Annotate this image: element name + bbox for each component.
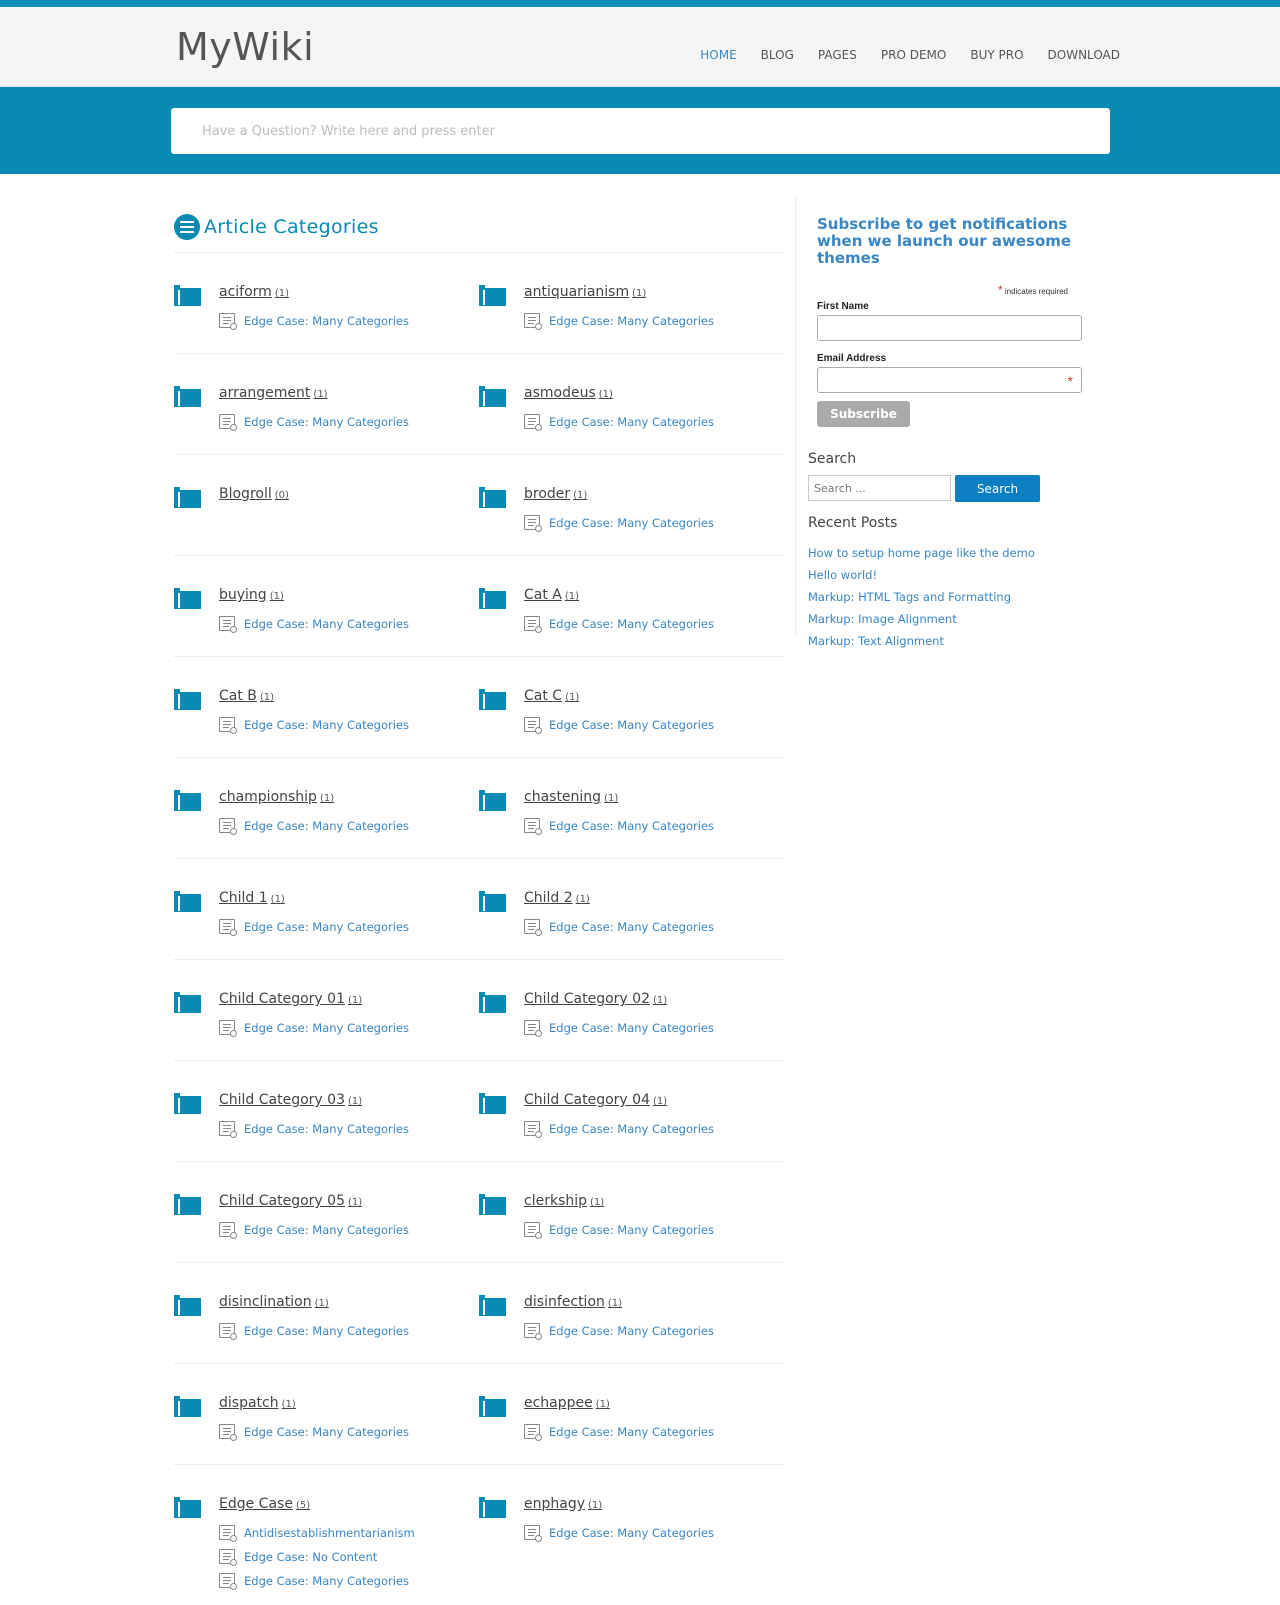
article-item <box>219 1323 479 1338</box>
folder-icon <box>479 487 506 508</box>
category-count: (1) <box>575 894 590 905</box>
article-item <box>524 313 784 328</box>
article-link[interactable]: Edge Case: Many Categories <box>549 515 714 530</box>
document-icon <box>524 717 540 732</box>
recent-post-item <box>808 566 1095 588</box>
category-name: Cat A <box>524 587 562 603</box>
category-item <box>479 1162 784 1262</box>
category-row <box>174 859 784 960</box>
category-name: Blogroll <box>219 486 272 502</box>
category-row <box>174 1364 784 1465</box>
category-count: (1) <box>573 490 588 501</box>
folder-icon <box>479 1497 506 1518</box>
category-item <box>479 758 784 858</box>
category-link[interactable] <box>524 284 646 304</box>
article-link[interactable]: Edge Case: Many Categories <box>549 616 714 631</box>
recent-posts-title: Recent Posts <box>808 515 898 531</box>
category-link[interactable] <box>219 385 328 405</box>
category-row <box>174 253 784 354</box>
category-row <box>174 455 784 556</box>
document-icon <box>524 515 540 530</box>
article-item <box>219 1573 479 1588</box>
category-name: Child Category 01 <box>219 991 345 1007</box>
recent-post-item <box>808 544 1095 566</box>
category-link[interactable] <box>524 890 590 910</box>
category-link[interactable] <box>524 385 613 405</box>
search-widget <box>808 475 1095 502</box>
top-accent-bar <box>0 0 1280 7</box>
category-name: dispatch <box>219 1395 279 1411</box>
category-item <box>479 1465 784 1605</box>
document-icon <box>524 616 540 631</box>
category-item <box>174 1162 479 1262</box>
category-count: (1) <box>595 1399 610 1410</box>
article-item <box>219 616 479 631</box>
folder-icon <box>479 1194 506 1215</box>
site-header <box>0 7 1280 87</box>
document-icon <box>219 1020 235 1035</box>
article-link[interactable]: Edge Case: Many Categories <box>549 414 714 429</box>
document-icon <box>524 414 540 429</box>
category-name: Child Category 02 <box>524 991 650 1007</box>
folder-icon <box>174 1295 201 1316</box>
category-count: (1) <box>281 1399 296 1410</box>
category-item <box>479 253 784 353</box>
category-name: arrangement <box>219 385 311 401</box>
document-icon <box>219 616 235 631</box>
category-count: (1) <box>347 995 363 1006</box>
folder-icon <box>479 588 506 609</box>
article-link[interactable]: Edge Case: Many Categories <box>549 1323 714 1338</box>
category-link[interactable] <box>219 1193 362 1213</box>
article-item <box>219 818 479 833</box>
category-name: Cat B <box>219 688 257 704</box>
category-name: disinclination <box>219 1294 312 1310</box>
question-search-input[interactable] <box>171 108 1110 154</box>
subscribe-button[interactable]: Subscribe <box>817 401 910 427</box>
document-icon <box>219 414 235 429</box>
recent-post-link[interactable]: Markup: Image Alignment <box>808 612 957 626</box>
document-icon <box>219 313 235 328</box>
recent-post-link[interactable]: Hello world! <box>808 568 878 582</box>
category-count: (1) <box>588 1500 603 1511</box>
list-circle-icon <box>174 214 200 240</box>
category-item <box>174 1364 479 1464</box>
email-label: Email Address <box>817 353 887 364</box>
folder-icon <box>174 992 201 1013</box>
article-item <box>524 1121 784 1136</box>
category-name: Edge Case <box>219 1496 293 1512</box>
article-item <box>219 1020 479 1035</box>
document-icon <box>219 717 235 732</box>
category-link[interactable] <box>219 1395 296 1415</box>
folder-icon <box>479 1295 506 1316</box>
category-item <box>174 1263 479 1363</box>
article-link[interactable]: Edge Case: Many Categories <box>244 717 409 732</box>
article-item <box>524 414 784 429</box>
category-count: (1) <box>347 1197 363 1208</box>
category-link[interactable] <box>219 890 285 910</box>
category-row <box>174 354 784 455</box>
required-note-text: indicates required <box>1004 287 1068 296</box>
category-count: (1) <box>314 1298 329 1309</box>
category-row <box>174 960 784 1061</box>
article-link[interactable]: Edge Case: No Content <box>244 1549 378 1564</box>
category-item <box>174 960 479 1060</box>
category-item <box>479 455 784 555</box>
document-icon <box>524 1424 540 1439</box>
article-item <box>219 717 479 732</box>
category-name: echappee <box>524 1395 593 1411</box>
category-link[interactable] <box>524 1395 610 1415</box>
category-link[interactable] <box>219 991 362 1011</box>
category-count: (1) <box>274 288 289 299</box>
folder-icon <box>479 891 506 912</box>
folder-icon <box>174 588 201 609</box>
category-count: (1) <box>652 995 668 1006</box>
category-name: asmodeus <box>524 385 596 401</box>
document-icon <box>219 1323 235 1338</box>
article-item <box>219 1424 479 1439</box>
category-link[interactable] <box>219 1294 329 1314</box>
article-link[interactable]: Edge Case: Many Categories <box>549 717 714 732</box>
category-item <box>479 1364 784 1464</box>
article-link[interactable]: Edge Case: Many Categories <box>549 1222 714 1237</box>
recent-post-link[interactable]: Markup: Text Alignment <box>808 634 944 648</box>
nav-item-download[interactable]: DOWNLOAD <box>1047 48 1120 62</box>
category-name: Child Category 03 <box>219 1092 345 1108</box>
category-link[interactable] <box>219 1496 310 1516</box>
folder-icon <box>174 1396 201 1417</box>
article-link[interactable]: Edge Case: Many Categories <box>549 1020 714 1035</box>
document-icon <box>219 919 235 934</box>
category-count: (1) <box>347 1096 363 1107</box>
article-item <box>524 1020 784 1035</box>
category-count: (1) <box>632 288 647 299</box>
question-search-box <box>171 108 1110 154</box>
document-icon <box>219 1424 235 1439</box>
category-item <box>479 1061 784 1161</box>
search-widget-title: Search <box>808 451 857 467</box>
category-link[interactable] <box>219 284 289 304</box>
category-count: (1) <box>259 692 275 703</box>
question-search-band <box>0 87 1280 174</box>
category-item <box>174 455 479 555</box>
category-count: (1) <box>604 793 619 804</box>
nav-item-pages[interactable]: PAGES <box>817 48 857 62</box>
category-item <box>174 859 479 959</box>
category-name: Cat C <box>524 688 563 704</box>
category-item <box>174 758 479 858</box>
document-icon <box>524 313 540 328</box>
category-name: chastening <box>524 789 602 805</box>
category-count: (1) <box>313 389 328 400</box>
category-link[interactable] <box>524 688 579 708</box>
category-link[interactable] <box>524 1496 602 1516</box>
article-link[interactable]: Edge Case: Many Categories <box>244 1424 409 1439</box>
article-item <box>524 1525 784 1540</box>
recent-post-item <box>808 610 1095 632</box>
recent-posts-list <box>808 544 1095 654</box>
category-count: (0) <box>274 490 289 501</box>
article-item <box>219 1549 479 1564</box>
article-item <box>524 616 784 631</box>
folder-icon <box>174 1093 201 1114</box>
category-link[interactable] <box>524 991 667 1011</box>
article-item <box>524 515 784 530</box>
required-star: * <box>997 283 1003 297</box>
document-icon <box>219 1549 235 1564</box>
category-name: aciform <box>219 284 272 300</box>
article-link[interactable]: Edge Case: Many Categories <box>244 919 409 934</box>
article-link[interactable]: Edge Case: Many Categories <box>549 313 714 328</box>
nav-item-pro-demo[interactable]: PRO DEMO <box>880 48 947 62</box>
category-name: Child Category 05 <box>219 1193 345 1209</box>
folder-icon <box>174 891 201 912</box>
article-link[interactable]: Edge Case: Many Categories <box>549 1121 714 1136</box>
category-count: (1) <box>590 1197 605 1208</box>
category-name: clerkship <box>524 1193 588 1209</box>
folder-icon <box>479 1396 506 1417</box>
article-item <box>219 1222 479 1237</box>
email-field[interactable] <box>817 367 1082 393</box>
category-row <box>174 1061 784 1162</box>
article-link[interactable]: Edge Case: Many Categories <box>244 1323 409 1338</box>
category-name: Child Category 04 <box>524 1092 650 1108</box>
category-link[interactable] <box>524 789 618 809</box>
category-link[interactable] <box>219 1092 362 1112</box>
category-item <box>479 556 784 656</box>
article-item <box>524 717 784 732</box>
document-icon <box>524 818 540 833</box>
required-note <box>808 283 1068 297</box>
category-link[interactable] <box>524 1294 622 1314</box>
document-icon <box>219 1121 235 1136</box>
email-required-star: * <box>1067 373 1073 389</box>
category-link[interactable] <box>524 1193 604 1213</box>
site-logo[interactable]: MyWiki <box>176 25 315 69</box>
subscribe-title: Subscribe to get notifications when we launch our awesome themes <box>817 215 1072 267</box>
document-icon <box>524 1020 540 1035</box>
recent-post-item <box>808 588 1095 610</box>
category-grid <box>174 253 784 1605</box>
nav-item-blog[interactable]: BLOG <box>760 48 794 62</box>
document-icon <box>219 1573 235 1588</box>
folder-icon <box>479 386 506 407</box>
article-link[interactable]: Edge Case: Many Categories <box>244 1573 409 1588</box>
category-item <box>479 657 784 757</box>
category-name: Child 2 <box>524 890 573 906</box>
article-item <box>219 919 479 934</box>
category-count: (1) <box>607 1298 623 1309</box>
category-name: disinfection <box>524 1294 605 1310</box>
article-link[interactable]: Edge Case: Many Categories <box>549 919 714 934</box>
article-item <box>524 1222 784 1237</box>
nav-item-buy-pro[interactable]: BUY PRO <box>970 48 1024 62</box>
category-link[interactable] <box>524 486 587 506</box>
sidebar-search-button[interactable]: Search <box>955 475 1040 502</box>
document-icon <box>219 818 235 833</box>
document-icon <box>524 1222 540 1237</box>
category-count: (1) <box>270 894 285 905</box>
folder-icon <box>479 992 506 1013</box>
first-name-field[interactable] <box>817 315 1082 341</box>
category-item <box>479 859 784 959</box>
category-link[interactable] <box>219 587 284 607</box>
category-item <box>479 1263 784 1363</box>
category-item <box>174 253 479 353</box>
article-link[interactable]: Edge Case: Many Categories <box>244 414 409 429</box>
category-link[interactable] <box>219 789 334 809</box>
category-row <box>174 556 784 657</box>
article-link[interactable]: Edge Case: Many Categories <box>244 616 409 631</box>
article-link[interactable]: Edge Case: Many Categories <box>244 1121 409 1136</box>
category-item <box>479 354 784 454</box>
folder-icon <box>174 790 201 811</box>
article-link[interactable]: Edge Case: Many Categories <box>244 313 409 328</box>
document-icon <box>524 1525 540 1540</box>
category-link[interactable] <box>524 1092 667 1112</box>
article-link[interactable]: Edge Case: Many Categories <box>244 818 409 833</box>
folder-icon <box>174 1497 201 1518</box>
article-link[interactable]: Edge Case: Many Categories <box>244 1222 409 1237</box>
article-item <box>219 1525 479 1540</box>
category-row <box>174 1263 784 1364</box>
category-item <box>174 657 479 757</box>
sidebar-search-input[interactable] <box>808 475 951 501</box>
folder-icon <box>174 285 201 306</box>
category-count: (1) <box>598 389 613 400</box>
article-item <box>524 1323 784 1338</box>
category-item <box>479 960 784 1060</box>
category-item <box>174 556 479 656</box>
category-name: buying <box>219 587 267 603</box>
category-link[interactable] <box>524 587 579 607</box>
category-name: Child 1 <box>219 890 268 906</box>
main-nav <box>700 48 1120 62</box>
article-link[interactable]: Edge Case: Many Categories <box>549 1525 714 1540</box>
recent-post-link[interactable]: How to setup home page like the demo <box>808 546 1035 560</box>
article-link[interactable]: Edge Case: Many Categories <box>244 1020 409 1035</box>
category-count: (1) <box>269 591 284 602</box>
category-row <box>174 1465 784 1605</box>
category-count: (1) <box>652 1096 668 1107</box>
folder-icon <box>174 689 201 710</box>
folder-icon <box>479 1093 506 1114</box>
document-icon <box>219 1222 235 1237</box>
category-link[interactable] <box>219 486 289 506</box>
category-count: (5) <box>295 1500 311 1511</box>
article-item <box>524 1424 784 1439</box>
category-row <box>174 758 784 859</box>
category-name: antiquarianism <box>524 284 630 300</box>
recent-post-link[interactable]: Markup: HTML Tags and Formatting <box>808 590 1012 604</box>
category-name: broder <box>524 486 571 502</box>
recent-post-item <box>808 632 1095 654</box>
article-link[interactable]: Edge Case: Many Categories <box>549 818 714 833</box>
sidebar <box>795 196 1095 648</box>
folder-icon <box>174 386 201 407</box>
category-link[interactable] <box>219 688 274 708</box>
document-icon <box>524 1121 540 1136</box>
category-row <box>174 657 784 758</box>
article-categories-section <box>174 196 784 1605</box>
category-item <box>174 354 479 454</box>
nav-item-home[interactable]: HOME <box>700 48 737 62</box>
category-row <box>174 1162 784 1263</box>
category-count: (1) <box>319 793 335 804</box>
folder-icon <box>174 487 201 508</box>
category-count: (1) <box>565 692 580 703</box>
document-icon <box>219 1525 235 1540</box>
folder-icon <box>479 689 506 710</box>
category-name: enphagy <box>524 1496 585 1512</box>
first-name-label: First Name <box>817 301 869 312</box>
article-item <box>219 414 479 429</box>
article-item <box>524 919 784 934</box>
category-count: (1) <box>564 591 580 602</box>
folder-icon <box>479 790 506 811</box>
document-icon <box>524 919 540 934</box>
folder-icon <box>479 285 506 306</box>
category-item <box>174 1465 479 1605</box>
article-link[interactable]: Antidisestablishmentarianism <box>244 1525 415 1540</box>
section-header <box>174 196 784 253</box>
category-item <box>174 1061 479 1161</box>
article-item <box>219 313 479 328</box>
article-link[interactable]: Edge Case: Many Categories <box>549 1424 714 1439</box>
section-title: Article Categories <box>204 216 379 238</box>
article-item <box>219 1121 479 1136</box>
category-name: championship <box>219 789 317 805</box>
document-icon <box>524 1323 540 1338</box>
folder-icon <box>174 1194 201 1215</box>
article-item <box>524 818 784 833</box>
